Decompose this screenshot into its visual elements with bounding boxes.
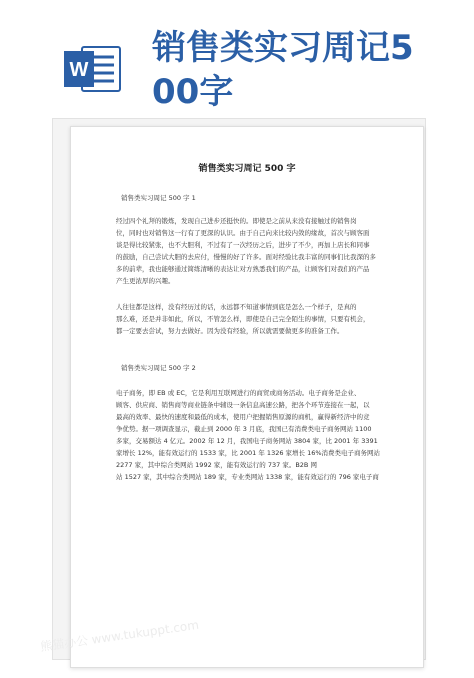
text-line: 谈是得比较紧张，也不大胆利，不过有了一次经历之后，进步了不少，再加上店长和同事	[116, 241, 370, 249]
word-icon-letter: W	[69, 59, 89, 81]
title-line-2: 00字	[152, 72, 234, 112]
text-line: 都一定要去尝试，努力去做好。因为没有经验，所以就需要做更多的准备工作。	[116, 327, 344, 335]
text-line: 家增长 12%，能有效运行的 1533 家，比 2001 年 1326 家增长 16%消费类电子商务网站	[116, 449, 381, 457]
text-line: 人往往都是这样，没有经历过的话，永远都不知道事情到底是怎么一个样子，是真的	[116, 303, 357, 311]
text-line: 那么难，还是并非如此，所以，不管怎么样，即使是自己完全陌生的事情，只要有机会，	[116, 315, 370, 323]
watermark: 熊猫办公 www.tukuppt.com	[39, 617, 200, 654]
text-line: 产生更浓厚的兴趣。	[116, 277, 175, 285]
text-line: 顾客、供应商、销售商等商业链条中辅设一条信息高速公路，把各个环节连接在一起，以	[116, 401, 370, 409]
section-1-paragraph-1	[116, 215, 386, 287]
text-line: 最高的效率、最快的速度和最低的成本，使用户把握销售原源的商机，赢得新经济中的竞	[116, 413, 370, 421]
header-banner	[0, 0, 474, 110]
section-2-paragraph-1	[116, 387, 386, 483]
title-line-1: 销售类实习周记5	[152, 28, 414, 68]
section-1-heading: 销售类实习周记 500 字 1	[121, 194, 196, 202]
text-line: 电子商务，即 EB 或 EC，它是利用互联网进行的商贸或商务活动。电子商务是企业、	[116, 389, 361, 397]
text-line: 位，同时也对销售这一行有了更深的认识。由于自己向来比较内敛的缘故，首次与顾客面	[116, 229, 370, 237]
page-title	[152, 26, 462, 114]
text-line: 多的前辈，我也能够通过简练清晰的表达让对方熟悉我们的产品，让顾客们对我们的产品	[116, 265, 370, 273]
document-title: 销售类实习周记 500 字	[198, 164, 296, 174]
document-page	[70, 126, 424, 668]
text-line: 站 1527 家，其中综合类网站 189 家，专业类网站 1338 家，能有效运行的 796 家电子商	[116, 473, 379, 481]
word-document-icon	[62, 43, 122, 95]
text-line: 多家，交易额达 4 亿元。2002 年 12 月，我国电子商务网站 3804 家，比 2001 年 3391	[116, 437, 378, 445]
text-line: 经过四个礼拜的锻炼，发现自己进步还挺快的。即使是之前从来没有接触过的销售岗	[116, 217, 357, 225]
section-1-paragraph-2	[116, 301, 386, 337]
section-2-heading: 销售类实习周记 500 字 2	[121, 364, 196, 372]
text-line: 2277 家，其中综合类网站 1992 家，能有效运行的 737 家。B2B 网	[116, 461, 317, 469]
text-line: 的鼓励，自己尝试大胆的去应付，慢慢的好了许多。面对经验比我丰富的同事们比我深的多	[116, 253, 376, 261]
text-line: 争优势。据一项调查显示，截止到 2000 年 3 月底，我国已有消费类电子商务网站 1100	[116, 425, 372, 433]
